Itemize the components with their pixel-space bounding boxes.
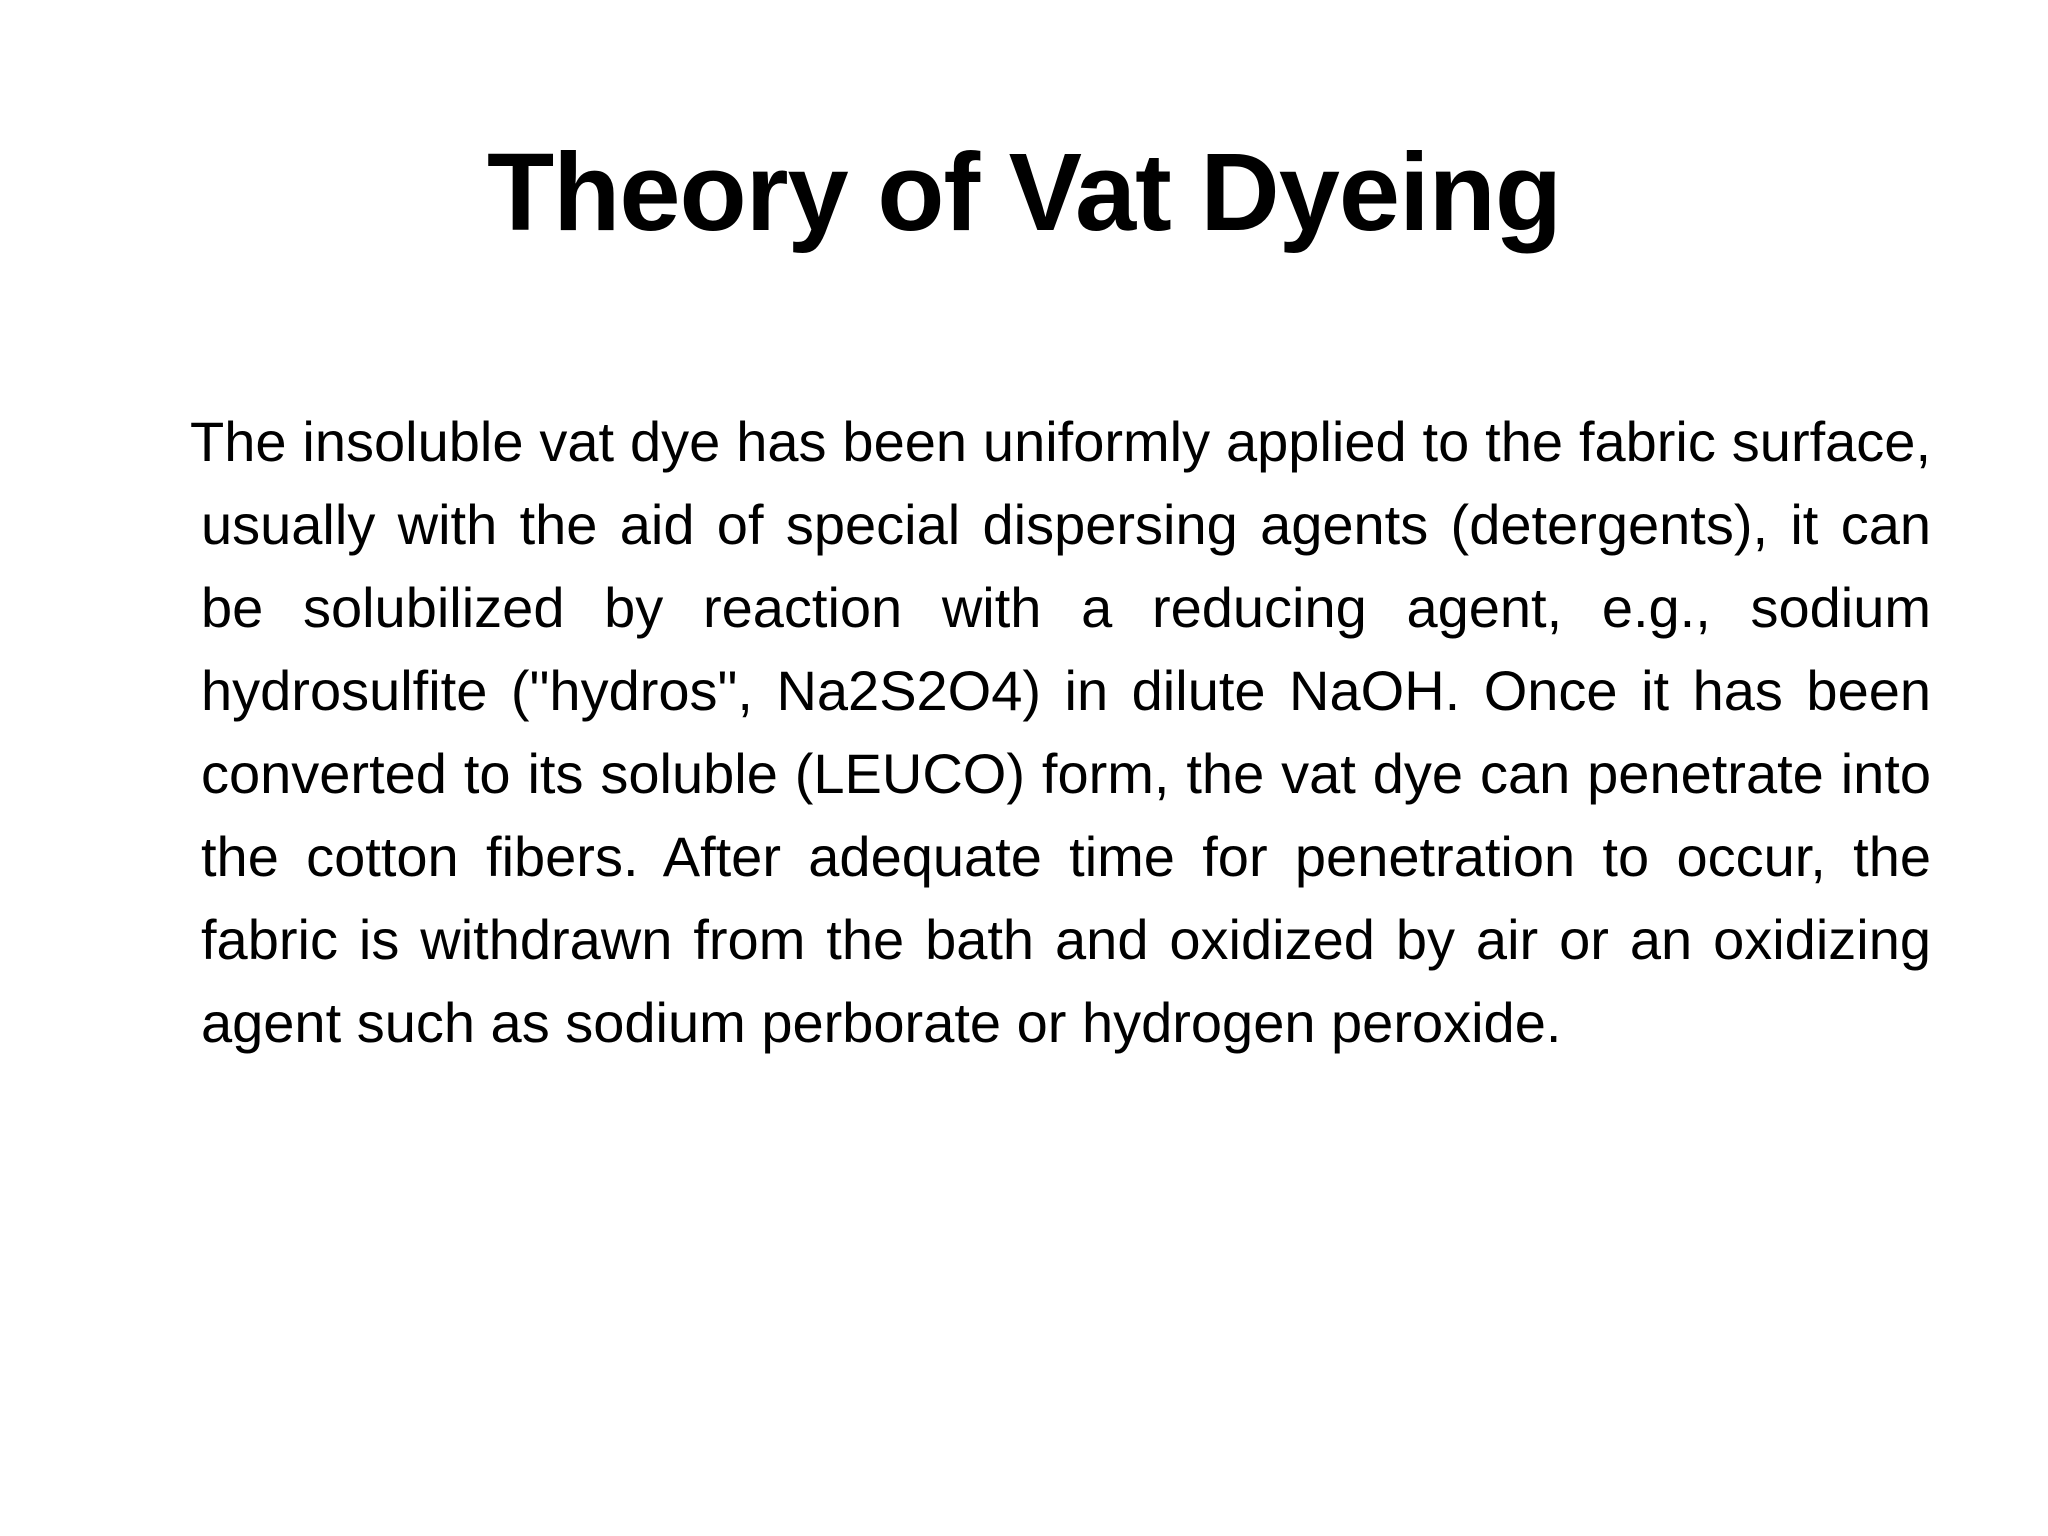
slide-title: Theory of Vat Dyeing (486, 131, 1562, 254)
slide-body-text: The insoluble vat dye has been uniformly applied to the fabric surface, usually with the aid of special dispersing agents (detergents), it can be solubilized by reaction with a reducing agent, e.g., sodium hydrosulfite ("hydros", Na2S2O4) in dilute NaOH. Once it has been converted to its soluble (LEUCO) form, the vat dye can penetrate into the cotton fibers. After adequate time for penetration to occur, the fabric is withdrawn from the bath and oxidized by air or an oxidizing agent such as sodium perborate or hydrogen peroxide. (190, 410, 1931, 1054)
